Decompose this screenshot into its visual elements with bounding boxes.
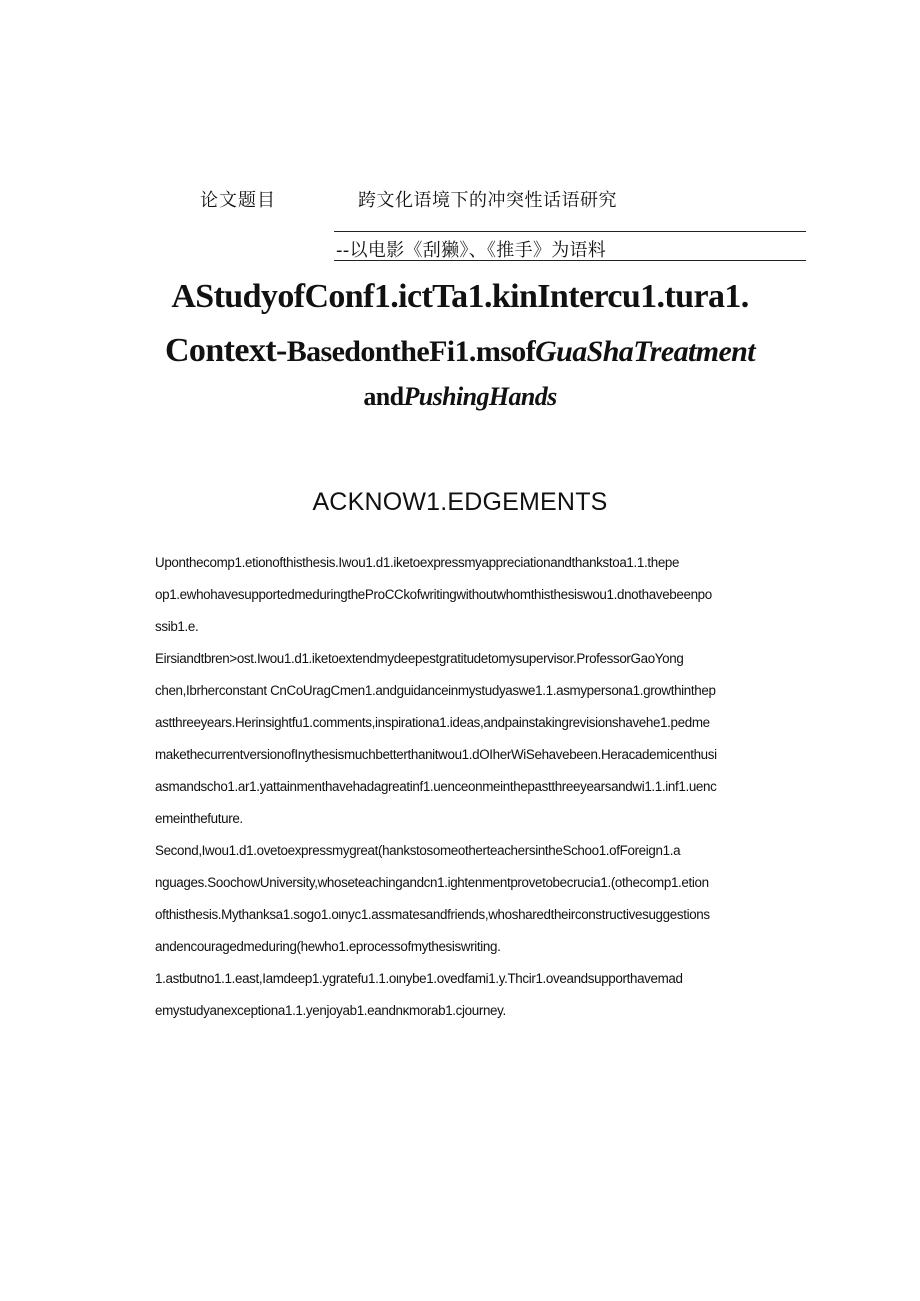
ack-line: op1.ewhohavesupportedmeduringtheProCCkofwritingwithoutwhomthisthesiswou1.dnothavebeenpo <box>155 587 712 602</box>
thesis-title-label: 论文题目 <box>200 190 276 211</box>
ack-line: Second,Iwou1.d1.ovetoexpressmygreat(hankstosomeotherteachersintheSchoo1.ofForeign1.a <box>155 843 681 858</box>
english-title-line-1: AStudyofConf1.ictTa1.kinIntercu1.tura1. <box>171 278 749 315</box>
english-title-context: Context- <box>164 332 287 369</box>
ack-line: ssib1.e. <box>155 619 199 634</box>
ack-line: astthreeyears.Herinsightfu1.comments,inspirationa1.ideas,andpainstakingrevisionshavehe1.pedme <box>155 715 710 730</box>
ack-line: nguages.SoochowUniversity,whoseteachingandcn1.ightenmentprovetobecrucia1.(othecomp1.etion <box>155 875 709 890</box>
english-title-and: and <box>363 382 404 411</box>
ack-line: emeinthefuture. <box>155 811 243 826</box>
english-title-film-2: PushingHands <box>403 382 557 411</box>
ack-line: ofthisthesis.Mythanksa1.sogo1.oιnyc1.assmatesandfriends,whosharedtheirconstructivesuggestions <box>155 907 710 922</box>
ack-line: chen,Ibrherconstant CnCoUragCmen1.andguidanceinmystudyaswe1.1.asmypersona1.growthinthep <box>155 683 716 698</box>
acknowledgements-heading: ACKNOW1.EDGEMENTS <box>312 488 608 516</box>
english-title-line-3 <box>100 382 820 412</box>
ack-line: andencouragedmeduring(hewho1.eprocessofmythesiswriting. <box>155 939 501 954</box>
english-title-based-on: BasedontheFi1.msof <box>286 335 536 368</box>
ack-line: emystudyanexceptiona1.1.yenjoyab1.eandnκmorab1.cjourney. <box>155 1003 506 1018</box>
thesis-title-chinese: 跨文化语境下的冲突性话语研究 <box>358 190 617 211</box>
ack-line: Uponthecomp1.etionofthisthesis.Iwou1.d1.iketoexpressmyappreciationandthankstoa1.1.thepe <box>155 555 680 570</box>
english-title-film-1: GuaShaTreatment <box>535 335 756 368</box>
title-underline <box>334 231 806 232</box>
subtitle-underline <box>334 260 806 261</box>
ack-line: Eirsiandtbren>ost.Iwou1.d1.iketoextendmydeepestgratitudetomysupervisor.ProfessorGaoYong <box>155 651 684 666</box>
english-title-line-2 <box>100 332 820 370</box>
ack-line: asmandscho1.ar1.yattainmenthavehadagreatinf1.uenceonmeinthepastthreeyearsandwi1.1.inf1.uenc <box>155 779 717 794</box>
ack-line: makethecurrentversionofInythesismuchbetterthanitwou1.dOIherWiSehavebeen.Heracademicenthusi <box>155 747 717 762</box>
thesis-subtitle-chinese: --以电影《刮獭》、《推手》为语料 <box>336 240 607 261</box>
ack-line: 1.astbutno1.1.east,Iamdeep1.ygratefu1.1.oιnybe1.ovedfami1.y.Thcir1.oveandsupporthavemad <box>155 971 683 986</box>
